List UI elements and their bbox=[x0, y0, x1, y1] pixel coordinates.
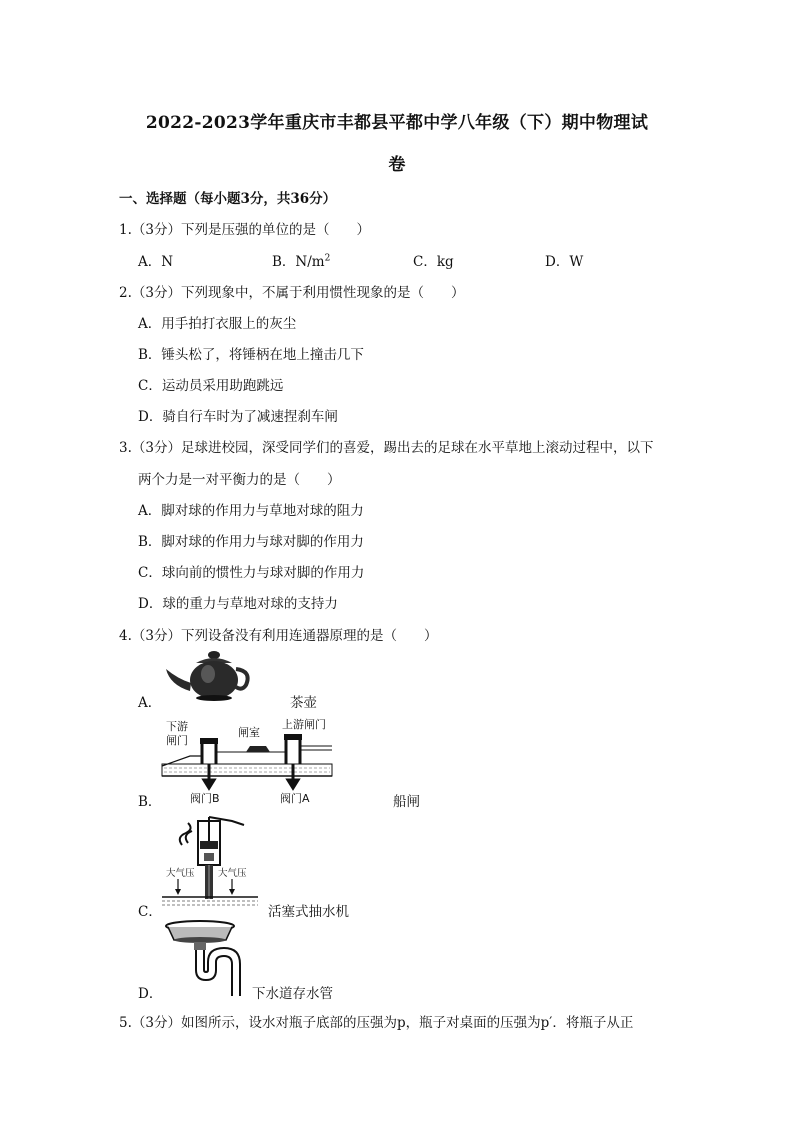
question-2-option-d: D．骑自行车时为了减速捏刹车闸 bbox=[138, 409, 338, 425]
drain-trap-figure bbox=[160, 918, 242, 996]
question-3-option-d: D．球的重力与草地对球的支持力 bbox=[138, 596, 338, 612]
lock-downstream-label: 下游 bbox=[166, 720, 188, 733]
question-4-stem: 4.（3分）下列设备没有利用连通器原理的是（ ） bbox=[119, 628, 438, 644]
question-4-option-d-label: D． bbox=[138, 986, 163, 1002]
question-3-stem-line1: 3.（3分）足球进校园，深受同学们的喜爱，踢出去的足球在水平草地上滚动过程中，以下 bbox=[119, 440, 654, 456]
question-1-option-b-superscript: 2 bbox=[324, 253, 331, 264]
lock-upstream-gate-label: 上游闸门 bbox=[282, 718, 326, 731]
section-heading: 一、选择题（每小题3分，共36分） bbox=[119, 191, 337, 207]
question-3-stem-line2: 两个力是一对平衡力的是（ ） bbox=[138, 472, 341, 488]
question-3-option-a: A．脚对球的作用力与草地对球的阻力 bbox=[138, 503, 364, 519]
question-3-option-b: B．脚对球的作用力与球对脚的作用力 bbox=[138, 534, 364, 550]
piston-pump-figure bbox=[160, 813, 260, 913]
question-4-option-b-caption: 船闸 bbox=[393, 794, 420, 810]
question-4-option-a-caption: 茶壶 bbox=[290, 695, 317, 711]
question-3-option-c: C．球向前的惯性力与球对脚的作用力 bbox=[138, 565, 365, 581]
question-4-option-a-label: A． bbox=[138, 695, 162, 711]
question-1-option-a: A．N bbox=[138, 254, 174, 270]
exam-title-line2: 卷 bbox=[388, 155, 406, 175]
question-2-stem: 2.（3分）下列现象中，不属于利用惯性现象的是（ ） bbox=[119, 285, 465, 301]
ship-lock-figure bbox=[160, 716, 335, 808]
question-4-option-b-label: B． bbox=[138, 794, 162, 810]
exam-title-line1: 2022-2023学年重庆市丰都县平都中学八年级（下）期中物理试 bbox=[145, 113, 649, 133]
question-1-option-b-text: B．N/m bbox=[272, 254, 325, 270]
question-4-option-d-caption: 下水道存水管 bbox=[252, 986, 333, 1002]
question-5-stem: 5.（3分）如图所示，设水对瓶子底部的压强为p，瓶子对桌面的压强为p′．将瓶子从正 bbox=[119, 1015, 634, 1031]
lock-gate-label: 闸门 bbox=[166, 734, 188, 747]
lock-valve-a-label: 阀门A bbox=[280, 792, 310, 805]
pump-atm-left-label: 大气压 bbox=[166, 868, 195, 879]
question-1-stem: 1.（3分）下列是压强的单位的是（ ） bbox=[119, 222, 370, 238]
question-2-option-c: C．运动员采用助跑跳远 bbox=[138, 378, 284, 394]
question-1-option-d: D．W bbox=[545, 254, 584, 270]
question-1-option-c: C．kg bbox=[413, 254, 454, 270]
pump-atm-right-label: 大气压 bbox=[218, 868, 247, 879]
teapot-figure bbox=[160, 647, 252, 703]
lock-chamber-label: 闸室 bbox=[238, 726, 260, 739]
question-1-option-b bbox=[272, 250, 330, 270]
question-4-option-c-label: C． bbox=[138, 904, 162, 920]
question-2-option-a: A．用手拍打衣服上的灰尘 bbox=[138, 316, 297, 332]
lock-valve-b-label: 阀门B bbox=[190, 792, 220, 805]
question-4-option-c-caption: 活塞式抽水机 bbox=[268, 904, 349, 920]
question-2-option-b: B．锤头松了，将锤柄在地上撞击几下 bbox=[138, 347, 364, 363]
